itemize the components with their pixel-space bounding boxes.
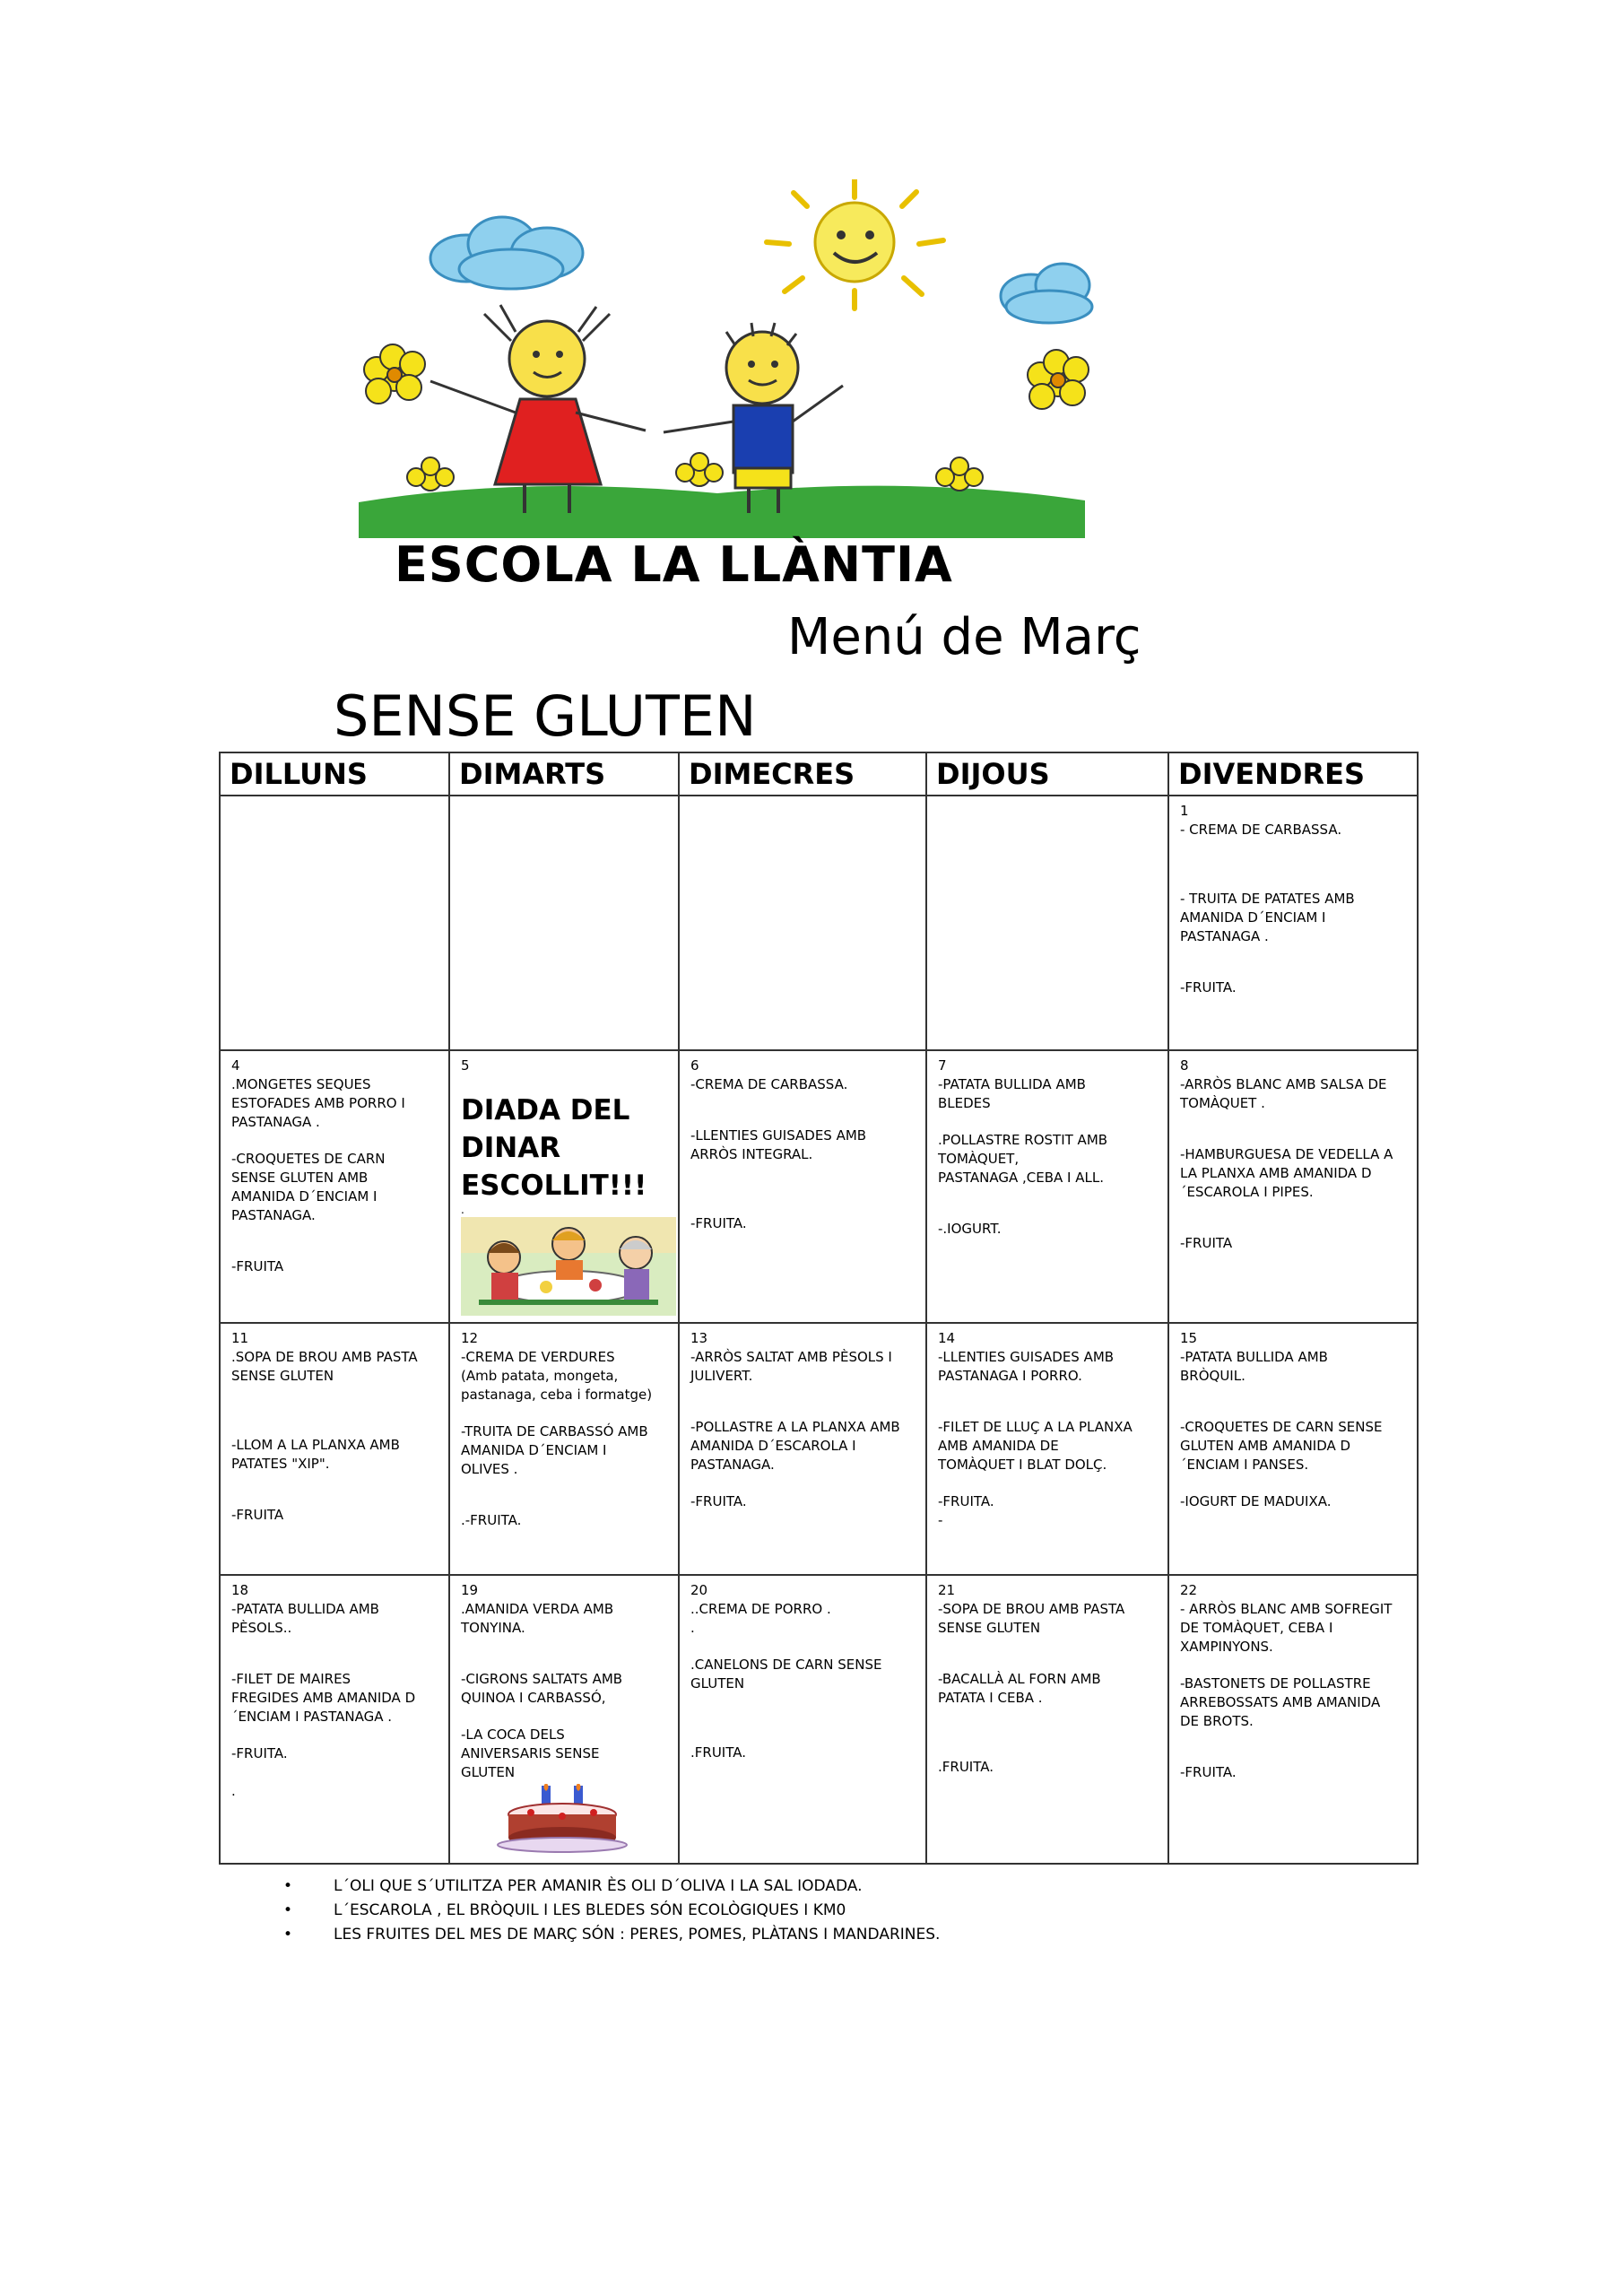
dessert: -FRUITA. bbox=[1180, 1764, 1237, 1780]
second-course: -LLENTIES GUISADES AMB ARRÒS INTEGRAL. bbox=[690, 1127, 867, 1162]
dessert: -FRUITA. - bbox=[938, 1493, 994, 1528]
empty-day-cell bbox=[449, 796, 679, 1050]
header-wednesday: DIMECRES bbox=[679, 752, 926, 796]
girl-drawing bbox=[430, 305, 646, 513]
header-monday: DILLUNS bbox=[220, 752, 449, 796]
note-item bbox=[283, 1923, 940, 1947]
cake-icon bbox=[495, 1784, 629, 1854]
header-tuesday: DIMARTS bbox=[449, 752, 679, 796]
day-number: 18 bbox=[231, 1582, 249, 1598]
first-course: -PATATA BULLIDA AMB BRÒQUIL. bbox=[1180, 1349, 1328, 1384]
note-text: L´OLI QUE S´UTILITZA PER AMANIR ÈS OLI D´OLIVA I LA SAL IODADA. bbox=[334, 1877, 863, 1895]
week-row bbox=[220, 796, 1418, 1050]
stray-dot: . bbox=[461, 1204, 464, 1216]
menu-title: Menú de Març bbox=[787, 608, 1141, 666]
header-friday: DIVENDRES bbox=[1168, 752, 1418, 796]
dessert: -FRUITA bbox=[231, 1507, 284, 1523]
note-text: L´ESCAROLA , EL BRÒQUIL I LES BLEDES SÓN ECOLÒGIQUES I KM0 bbox=[334, 1901, 846, 1919]
day-cell bbox=[1168, 1323, 1418, 1575]
day-cell bbox=[1168, 1050, 1418, 1323]
flower-icon bbox=[936, 457, 983, 491]
second-course: .POLLASTRE ROSTIT AMB TOMÀQUET, PASTANAGA ,CEBA I ALL. bbox=[938, 1132, 1108, 1186]
day-number: 8 bbox=[1180, 1057, 1189, 1074]
second-course: -FILET DE MAIRES FREGIDES AMB AMANIDA D ´ENCIAM I PASTANAGA . bbox=[231, 1671, 416, 1725]
flower-icon bbox=[1028, 350, 1089, 409]
cloud-icon bbox=[430, 217, 583, 289]
day-number: 11 bbox=[231, 1330, 249, 1346]
school-name: ESCOLA LA LLÀNTIA bbox=[395, 536, 953, 593]
second-course: -POLLASTRE A LA PLANXA AMB AMANIDA D´ESCAROLA I PASTANAGA. bbox=[690, 1419, 900, 1473]
day-number: 20 bbox=[690, 1582, 708, 1598]
day-cell bbox=[220, 1323, 449, 1575]
first-course: .AMANIDA VERDA AMB TONYINA. bbox=[461, 1601, 614, 1636]
second-course: -BACALLÀ AL FORN AMB PATATA I CEBA . bbox=[938, 1671, 1101, 1706]
day-number: 13 bbox=[690, 1330, 708, 1346]
weekday-header-row bbox=[220, 752, 1418, 796]
dessert: -FRUITA bbox=[231, 1258, 284, 1274]
party-illustration bbox=[461, 1217, 676, 1316]
second-course: -CROQUETES DE CARN SENSE GLUTEN AMB AMANIDA D´ENCIAM I PASTANAGA. bbox=[231, 1151, 386, 1223]
grass-strip bbox=[359, 486, 1085, 538]
week-row bbox=[220, 1050, 1418, 1323]
day-cell bbox=[449, 1575, 679, 1864]
day-cell bbox=[220, 1575, 449, 1864]
note-item bbox=[283, 1899, 940, 1923]
day-number: 19 bbox=[461, 1582, 479, 1598]
school-header-illustration bbox=[341, 179, 1094, 538]
day-cell bbox=[679, 1323, 926, 1575]
day-number: 22 bbox=[1180, 1582, 1198, 1598]
day-number: 15 bbox=[1180, 1330, 1198, 1346]
dessert: -LA COCA DELS ANIVERSARIS SENSE GLUTEN bbox=[461, 1726, 600, 1780]
second-course: -LLOM A LA PLANXA AMB PATATES "XIP". bbox=[231, 1437, 400, 1472]
day-cell bbox=[926, 1575, 1168, 1864]
second-course: .CANELONS DE CARN SENSE GLUTEN bbox=[690, 1657, 882, 1692]
second-course: -FILET DE LLUÇ A LA PLANXA AMB AMANIDA DE TOMÀQUET I BLAT DOLÇ. bbox=[938, 1419, 1133, 1473]
first-course: -PATATA BULLIDA AMB BLEDES bbox=[938, 1076, 1086, 1111]
flower-icon bbox=[676, 453, 723, 486]
day-number: 21 bbox=[938, 1582, 956, 1598]
day-number: 1 bbox=[1180, 803, 1189, 819]
bullet-icon: • bbox=[283, 1901, 293, 1919]
day-number: 4 bbox=[231, 1057, 240, 1074]
empty-day-cell bbox=[926, 796, 1168, 1050]
day-cell bbox=[220, 1050, 449, 1323]
first-course: -CREMA DE CARBASSA. bbox=[690, 1076, 848, 1092]
first-course: -PATATA BULLIDA AMB PÈSOLS.. bbox=[231, 1601, 379, 1636]
diet-title: SENSE GLUTEN bbox=[334, 683, 757, 749]
bullet-icon: • bbox=[283, 1877, 293, 1895]
cloud-icon bbox=[1001, 264, 1092, 323]
dessert: -.IOGURT. bbox=[938, 1221, 1002, 1237]
day-number: 12 bbox=[461, 1330, 479, 1346]
day-cell bbox=[1168, 1575, 1418, 1864]
note-text: LES FRUITES DEL MES DE MARÇ SÓN : PERES, POMES, PLÀTANS I MANDARINES. bbox=[334, 1926, 941, 1944]
boy-drawing bbox=[664, 323, 843, 513]
day-cell bbox=[679, 1050, 926, 1323]
day-cell bbox=[926, 1050, 1168, 1323]
empty-day-cell bbox=[220, 796, 449, 1050]
second-course: -CIGRONS SALTATS AMB QUINOA I CARBASSÓ, bbox=[461, 1671, 623, 1706]
day-cell bbox=[449, 1323, 679, 1575]
second-course: -BASTONETS DE POLLASTRE ARREBOSSATS AMB AMANIDA DE BROTS. bbox=[1180, 1675, 1381, 1729]
header-thursday: DIJOUS bbox=[926, 752, 1168, 796]
week-row bbox=[220, 1323, 1418, 1575]
dessert: -FRUITA. bbox=[1180, 979, 1237, 996]
dessert: -FRUITA. bbox=[690, 1493, 747, 1509]
first-course: ..CREMA DE PORRO . . bbox=[690, 1601, 831, 1636]
dessert: -FRUITA. bbox=[690, 1215, 747, 1231]
menu-table bbox=[219, 752, 1419, 1865]
first-course: .MONGETES SEQUES ESTOFADES AMB PORRO I PASTANAGA . bbox=[231, 1076, 405, 1130]
dessert: -FRUITA. . bbox=[231, 1745, 288, 1799]
day-number: 7 bbox=[938, 1057, 947, 1074]
day-cell bbox=[449, 1050, 679, 1323]
first-course: - ARRÒS BLANC AMB SOFREGIT DE TOMÀQUET, CEBA I XAMPINYONS. bbox=[1180, 1601, 1393, 1655]
flower-icon bbox=[364, 344, 425, 404]
first-course: .SOPA DE BROU AMB PASTA SENSE GLUTEN bbox=[231, 1349, 418, 1384]
day-cell bbox=[1168, 796, 1418, 1050]
empty-day-cell bbox=[679, 796, 926, 1050]
first-course: -CREMA DE VERDURES (Amb patata, mongeta, pastanaga, ceba i formatge) bbox=[461, 1349, 653, 1403]
first-course: -ARRÒS SALTAT AMB PÈSOLS I JULIVERT. bbox=[690, 1349, 892, 1384]
day-cell bbox=[679, 1575, 926, 1864]
dessert: .FRUITA. bbox=[690, 1744, 746, 1761]
flower-icon bbox=[407, 457, 454, 491]
menu-notes-list bbox=[283, 1874, 940, 1947]
dessert: -IOGURT DE MADUIXA. bbox=[1180, 1493, 1332, 1509]
celebration-label: DIADA DEL DINAR ESCOLLIT!!! bbox=[461, 1094, 647, 1202]
day-number: 6 bbox=[690, 1057, 699, 1074]
dessert: .FRUITA. bbox=[938, 1759, 994, 1775]
day-cell bbox=[926, 1323, 1168, 1575]
dessert: .-FRUITA. bbox=[461, 1512, 522, 1528]
sun-icon bbox=[767, 179, 943, 309]
second-course: -TRUITA DE CARBASSÓ AMB AMANIDA D´ENCIAM I OLIVES . bbox=[461, 1423, 648, 1477]
second-course: -CROQUETES DE CARN SENSE GLUTEN AMB AMANIDA D ´ENCIAM I PANSES. bbox=[1180, 1419, 1383, 1473]
bullet-icon: • bbox=[283, 1926, 293, 1944]
dessert: -FRUITA bbox=[1180, 1235, 1233, 1251]
first-course: - CREMA DE CARBASSA. bbox=[1180, 822, 1342, 838]
note-item bbox=[283, 1874, 940, 1899]
day-number: 5 bbox=[461, 1057, 470, 1074]
day-number: 14 bbox=[938, 1330, 956, 1346]
first-course: -LLENTIES GUISADES AMB PASTANAGA I PORRO. bbox=[938, 1349, 1115, 1384]
second-course: -HAMBURGUESA DE VEDELLA A LA PLANXA AMB AMANIDA D ´ESCAROLA I PIPES. bbox=[1180, 1146, 1393, 1200]
second-course: - TRUITA DE PATATES AMB AMANIDA D´ENCIAM I PASTANAGA . bbox=[1180, 891, 1355, 944]
first-course: -SOPA DE BROU AMB PASTA SENSE GLUTEN bbox=[938, 1601, 1125, 1636]
week-row bbox=[220, 1575, 1418, 1864]
first-course: -ARRÒS BLANC AMB SALSA DE TOMÀQUET . bbox=[1180, 1076, 1387, 1111]
